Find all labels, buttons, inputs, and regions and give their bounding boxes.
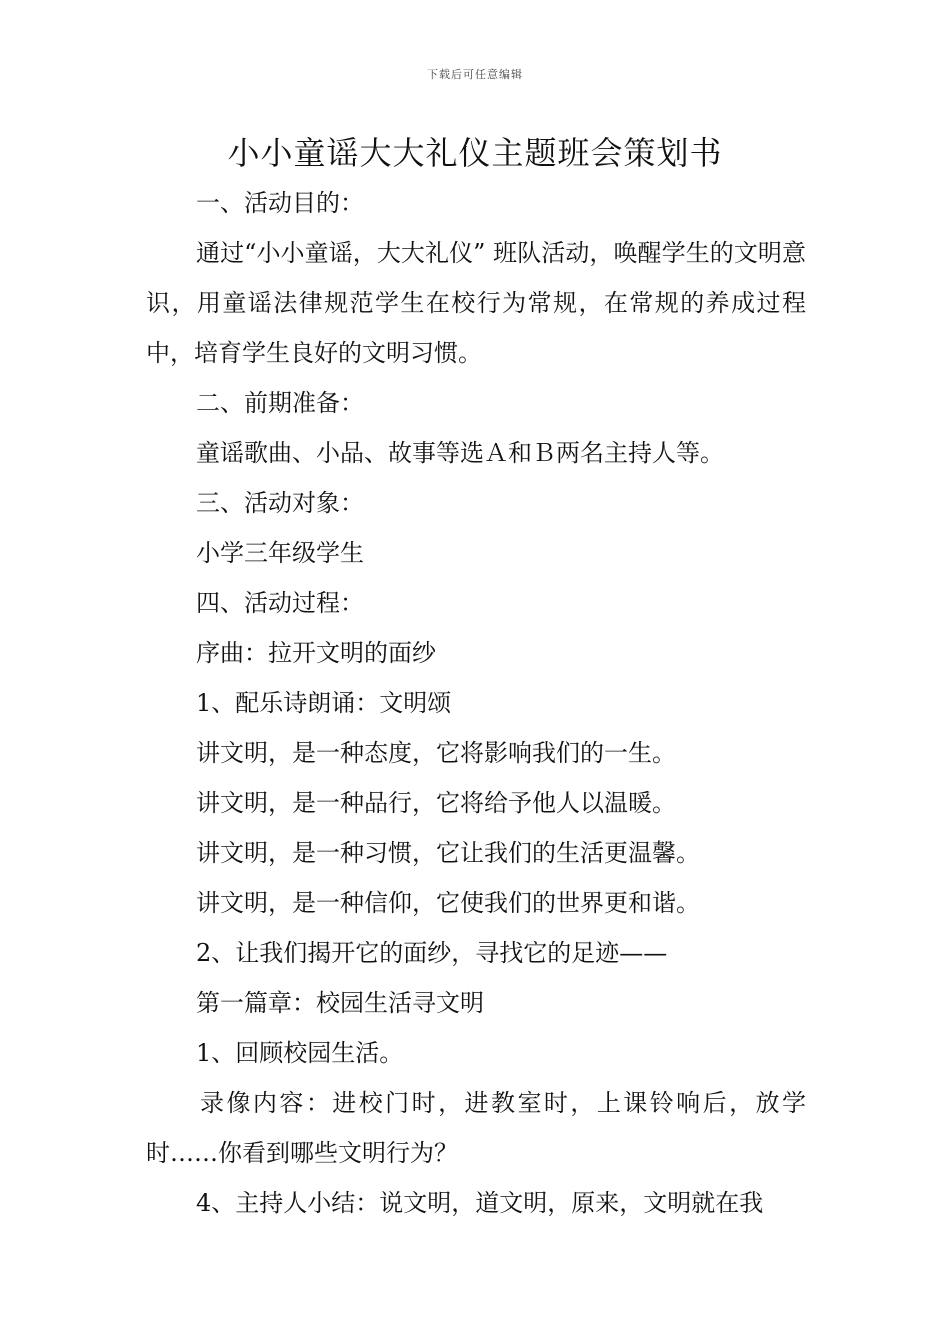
paragraph-target: 小学三年级学生: [196, 539, 364, 567]
section-heading-target: 三、活动对象：: [196, 489, 364, 517]
list-item-unveil: 2、让我们揭开它的面纱，寻找它的足迹——: [196, 939, 668, 967]
page-header-note: 下载后可任意编辑: [427, 68, 523, 81]
list-item-poem: 1、配乐诗朗诵：文明颂: [196, 689, 452, 717]
section-heading-preparation: 二、前期准备：: [196, 389, 364, 417]
section-heading-purpose: 一、活动目的：: [196, 189, 364, 217]
paragraph-purpose: 通过“小小童谣，大大礼仪” 班队活动，唤醒学生的文明意识，用童谣法律规范学生在校行为常规，在常规的养成过程中，培育学生良好的文明习惯。: [146, 239, 806, 367]
chapter-heading: 第一篇章：校园生活寻文明: [196, 989, 484, 1017]
paragraph-preparation: 童谣歌曲、小品、故事等选Ａ和Ｂ两名主持人等。: [196, 439, 724, 467]
document-body: [146, 178, 806, 1228]
paragraph-video: 录像内容：进校门时，进教室时，上课铃响后，放学时……你看到哪些文明行为？: [146, 1089, 806, 1167]
paragraph-summary: 4、主持人小结：说文明，道文明，原来，文明就在我: [196, 1189, 764, 1217]
poem-line: 讲文明，是一种习惯，它让我们的生活更温馨。: [196, 839, 700, 867]
list-item-review: 1、回顾校园生活。: [196, 1039, 404, 1067]
poem-line: 讲文明，是一种态度，它将影响我们的一生。: [196, 739, 676, 767]
paragraph-prelude: 序曲：拉开文明的面纱: [196, 639, 436, 667]
section-heading-process: 四、活动过程：: [196, 589, 364, 617]
poem-line: 讲文明，是一种信仰，它使我们的世界更和谐。: [196, 889, 700, 917]
poem-line: 讲文明，是一种品行，它将给予他人以温暖。: [196, 789, 676, 817]
document-title: 小小童谣大大礼仪主题班会策划书: [227, 134, 723, 172]
